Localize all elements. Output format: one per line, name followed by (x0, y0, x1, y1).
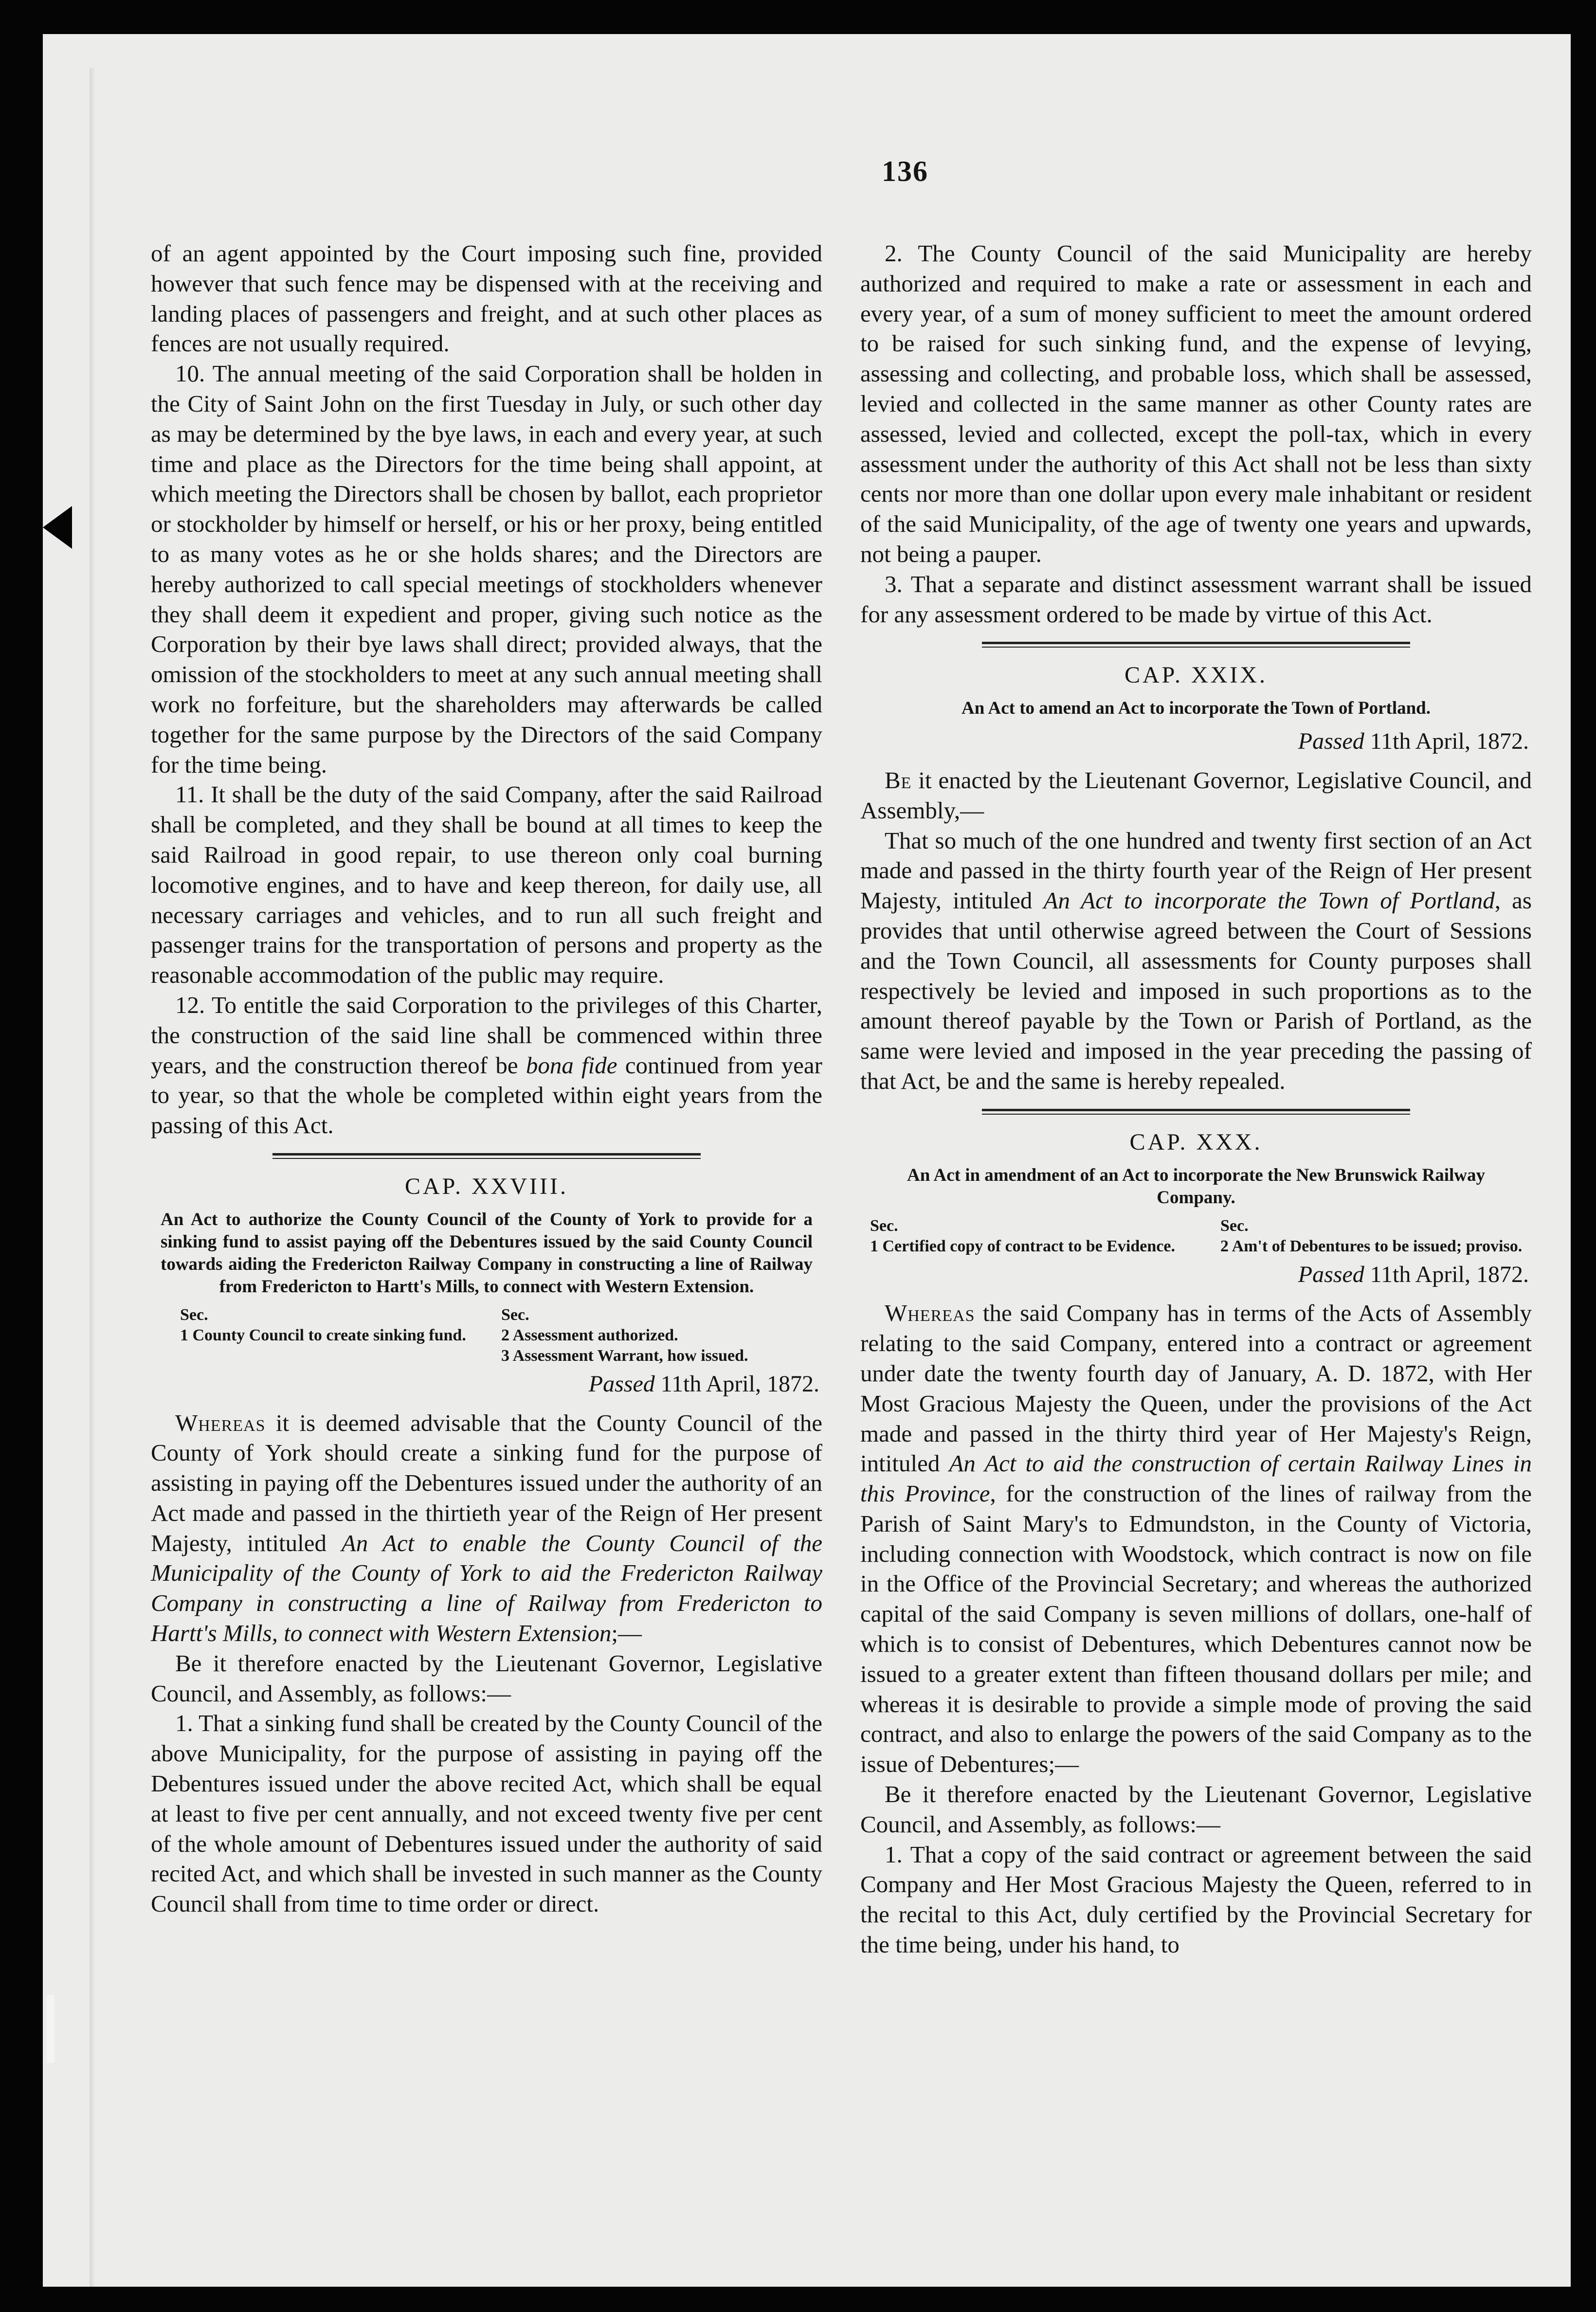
section-11: 11. It shall be the duty of the said Company, after the said Railroad shall be completed, and they shall be bound at all times to keep the said Railroad in good repair, to use thereon only coal burning locomotive engines, and to have and keep thereon, for daily use, all necessary carriages and vehicles, and to run all such freight and passenger trains for the transportation of persons and property as the reasonable accommodation of the public may require. (151, 781, 822, 989)
section-1-30: 1. That a copy of the said contract or agreement between the said Company and Her Most Gracious Majesty the Queen, referred to in the recital to this Act, duly certified by the Provincial Secretary for the time being, under his hand, to (860, 1841, 1532, 1958)
section-1-28: 1. That a sinking fund shall be created by the County Council of the above Municipality, for the purpose of assisting in paying off the Debentures issued under the above recited Act, which shall be equal at least to five per cent annually, and not exceed twenty five per cent of the whole amount of Debentures issued under the authority of said recited Act, and which shall be invested in such manner as the County Council shall from time to time order or direct. (151, 1710, 822, 1917)
section-2-28: 2. The County Council of the said Municipality are hereby authorized and required to make a rate or assessment in each and every year, of a sum of money sufficient to meet the amount ordered to be raised for such sinking fund, and the expense of levying, assessing and collecting, and probable loss, which shall be assessed, levied and collected in the same manner as other County rates are assessed, levied and collected, except the poll-tax, which in every assessment under the authority of this Act shall not be less than sixty cents nor more than one dollar upon every male inhabitant or resident of the said Municipality, of the age of twenty one years and upwards, not being a pauper. (860, 240, 1532, 567)
chapter-title-30: An Act in amendment of an Act to incorporate the New Brunswick Railway Company. (907, 1165, 1486, 1208)
section-10: 10. The annual meeting of the said Corporation shall be holden in the City of Saint John on the first Tuesday in July, or such other day as may be determined by the bye laws, in each and every year, at such time and place as the Directors for the time being shall appoint, at which meeting the Directors shall be chosen by ballot, each proprietor or stockholder by himself or herself, or his or her proxy, being entitled to as many votes as he or she holds shares; and the Directors are hereby authorized to call special meetings of stockholders whenever they shall deem it expedient and proper, giving such notice as the Corporation by their bye laws shall direct; provided always, that the omission of the stockholders to meet at any such annual meeting shall work no forfeiture, but the shareholders may afterwards be called together for the same purpose by the Directors of the said Company for the time being. (151, 360, 822, 778)
chapter-divider (982, 642, 1410, 648)
passed-date-28: Passed 11th April, 1872. (588, 1371, 819, 1397)
section-12: 12. To entitle the said Corporation to the privileges of this Charter, the construction of the said line shall be commenced within three years, and the construction thereof be bona fide continued from year to year, so that the whole be completed within eight years from the passing of this Act. (151, 991, 822, 1139)
section-3-28: 3. That a separate and distinct assessment warrant shall be issued for any assessment ordered to be made by virtue of this Act. (860, 570, 1532, 628)
latin-phrase: bona fide (526, 1051, 617, 1079)
enacting-clause-29: Be it enacted by the Lieutenant Governor, Legislative Council, and Assembly,— (860, 766, 1532, 824)
page-edge-tab-marker (43, 506, 72, 549)
paragraph-continuation: of an agent appointed by the Court imposing such fine, provided however that such fence may be dispensed with at the receiving and landing places of passengers and freight, and at such other places as fences are not usually required. (151, 240, 822, 357)
page-edge-mark (47, 1995, 54, 2063)
chapter-title-29: An Act to amend an Act to incorporate the Town of Portland. (961, 698, 1431, 719)
chapter-heading-29: CAP. XXIX. (1124, 662, 1268, 688)
left-column (151, 238, 822, 1919)
page-number: 136 (882, 155, 928, 187)
right-column (860, 238, 1532, 1960)
preamble-30: Whereas the said Company has in terms of the Acts of Assembly relating to the said Company, entered into a contract or agreement under date the twenty fourth day of January, A. D. 1872, with Her Most Gracious Majesty the Queen, under the provisions of the Act made and passed in the thirty third year of Her Majesty's Reign, intituled An Act to aid the construction of certain Railway Lines in this Province, for the construction of the lines of railway from the Parish of Saint Mary's to Edmundston, in the County of Victoria, including connection with Woodstock, which contract is now on file in the Office of the Provincial Secretary; and whereas the authorized capital of the said Company is seven millions of dollars, one-half of which is to consist of Debentures, which Debentures cannot now be issued to a greater extent than fifteen thousand dollars per mile; and whereas it is desirable to provide a simple mode of proving the said contract, and also to enlarge the powers of the said Company as to the issue of Debentures;— (860, 1300, 1532, 1778)
enacting-clause-30: Be it therefore enacted by the Lieutenant Governor, Legislative Council, and Assembly, as follows:— (860, 1781, 1532, 1838)
chapter-divider (982, 1109, 1410, 1115)
preamble-28: Whereas it is deemed advisable that the County Council of the County of York should create a sinking fund for the purpose of assisting in paying off the Debentures issued under the authority of an Act made and passed in the thirtieth year of the Reign of Her present Majesty, intituled An Act to enable the County Council of the Municipality of the County of York to aid the Fredericton Railway Company in constructing a line of Railway from Fredericton to Hartt's Mills, to connect with Western Extension;— (151, 1409, 822, 1647)
passed-date-29: Passed 11th April, 1872. (1298, 728, 1529, 755)
chapter-heading-30: CAP. XXX. (1129, 1129, 1263, 1155)
document-page (43, 34, 1571, 2287)
chapter-divider (272, 1153, 701, 1159)
section-summary-30: Sec. 1 Certified copy of contract to be Evidence. Sec. 2 Am't of Debentures to be issued; proviso. (870, 1216, 1523, 1255)
section-summary-28: Sec. 1 County Council to create sinking fund. Sec. 2 Assessment authorized. 3 Assessment Warrant, how issued. (180, 1305, 748, 1365)
enacting-clause-28: Be it therefore enacted by the Lieutenant Governor, Legislative Council, and Assembly, as follows:— (151, 1649, 822, 1707)
passed-date-30: Passed 11th April, 1872. (1298, 1261, 1529, 1287)
chapter-heading-28: CAP. XXVIII. (405, 1173, 568, 1199)
body-29: That so much of the one hundred and twenty first section of an Act made and passed in the thirty fourth year of the Reign of Her present Majesty, intituled An Act to incorporate the Town of Portland, as provides that until otherwise agreed between the Court of Sessions and the Town Council, all assessments for County purposes shall respectively be levied and imposed in such proportions as to the amount thereof payable by the Town or Parish of Portland, as the same were levied and imposed in the year preceding the passing of that Act, be and the same is hereby repealed. (860, 827, 1532, 1094)
chapter-title-28: An Act to authorize the County Council of the County of York to provide for a sinking fund to assist paying off the Debentures issued by the said County Council towards aiding the Fredericton Railway Company in constructing a line of Railway from Fredericton to Hartt's Mills, to connect with Western Extension. (161, 1209, 813, 1297)
page-spine-shadow (90, 68, 95, 2287)
